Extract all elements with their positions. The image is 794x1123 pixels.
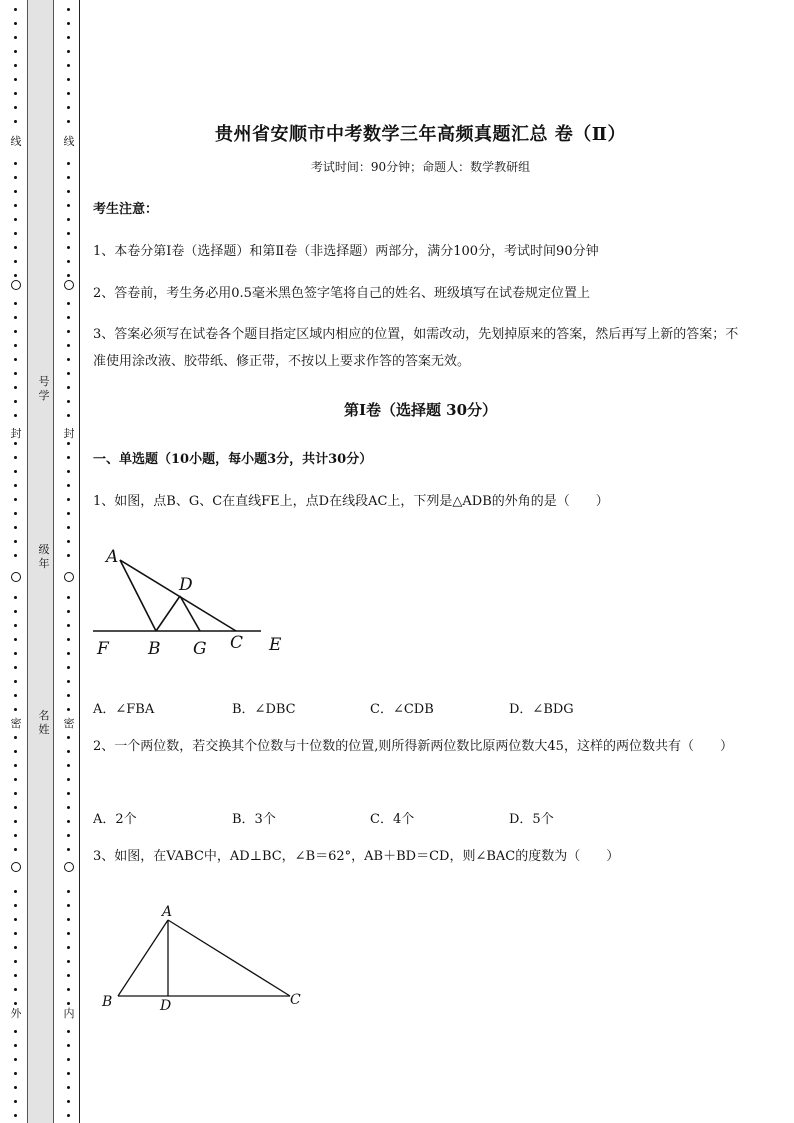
notice-heading: 考生注意： [93, 202, 159, 217]
margin-dot [67, 834, 70, 837]
margin-dot [14, 372, 17, 375]
option-c: C．4个 [370, 812, 415, 827]
segment-ac [168, 920, 290, 996]
margin-dot [67, 960, 70, 963]
margin-dot [14, 708, 17, 711]
margin-dot [14, 260, 17, 263]
margin-dot [67, 316, 70, 319]
margin-dot [67, 190, 70, 193]
margin-dot [67, 302, 70, 305]
margin-dot [14, 218, 17, 221]
margin-dot [14, 1072, 17, 1075]
notice-item-3: 3、答案必须写在试卷各个题目指定区域内相应的位置，如需改动，先划掉原来的答案，然后再写上新的答案；不准使用涂改液、胶带纸、修正带，不按以上要求作答的答案无效。 [93, 327, 739, 369]
margin-dot [14, 498, 17, 501]
margin-dot [14, 190, 17, 193]
margin-dot [14, 694, 17, 697]
margin-dot [67, 778, 70, 781]
margin-dot [67, 736, 70, 739]
margin-dot [67, 988, 70, 991]
question-3-figure [98, 900, 313, 1015]
option-b: B．3个 [232, 812, 276, 827]
segment-bd [156, 596, 180, 631]
margin-dot [67, 666, 70, 669]
margin-dot [67, 442, 70, 445]
class-label: 级 年 [38, 543, 50, 570]
margin-dot [14, 106, 17, 109]
margin-dot [14, 204, 17, 207]
margin-dot [67, 64, 70, 67]
margin-dot [14, 764, 17, 767]
margin-dot [67, 204, 70, 207]
margin-dot [14, 274, 17, 277]
margin-dot [67, 78, 70, 81]
margin-dot [67, 624, 70, 627]
margin-dot [67, 120, 70, 123]
segment-ab [118, 920, 168, 996]
margin-dot [67, 1030, 70, 1033]
margin-mark: 密 [10, 717, 22, 730]
margin-dot [14, 316, 17, 319]
margin-dot [14, 22, 17, 25]
margin-dot [14, 330, 17, 333]
notice-item-2: 2、答卷前，考生务必用0.5毫米黑色签字笔将自己的姓名、班级填写在试卷规定位置上 [93, 286, 590, 301]
binding-margin-inner [64, 0, 74, 1123]
margin-dot [67, 36, 70, 39]
margin-circle [64, 280, 74, 290]
question-1-stem: 1、如图，点B、G、C在直线FE上，点D在线段AC上，下列是△ADB的外角的是（ ） [93, 494, 609, 509]
margin-dot [14, 400, 17, 403]
margin-dot [14, 778, 17, 781]
margin-dot [14, 848, 17, 851]
margin-dot [14, 540, 17, 543]
label-g: G [193, 639, 207, 659]
label-d: D [160, 998, 172, 1014]
margin-dot [67, 1114, 70, 1117]
margin-dot [67, 554, 70, 557]
margin-dot [67, 1072, 70, 1075]
label-e: E [269, 635, 282, 655]
option-d: D．∠BDG [509, 702, 574, 717]
margin-dot [67, 610, 70, 613]
margin-dot [67, 484, 70, 487]
margin-dot [14, 246, 17, 249]
margin-dot [14, 470, 17, 473]
margin-divider-line [79, 0, 80, 1123]
name-label: 名 姓 [38, 709, 50, 736]
margin-dot [67, 764, 70, 767]
margin-dot [14, 610, 17, 613]
label-a: A [162, 904, 173, 920]
margin-dot [67, 540, 70, 543]
margin-dot [14, 946, 17, 949]
margin-dot [14, 680, 17, 683]
margin-dot [14, 932, 17, 935]
margin-dot [14, 120, 17, 123]
margin-dot [67, 260, 70, 263]
margin-dot [67, 694, 70, 697]
margin-dot [67, 470, 70, 473]
margin-dot [14, 50, 17, 53]
margin-dot [67, 890, 70, 893]
margin-circle [11, 862, 21, 872]
margin-dot [14, 652, 17, 655]
margin-dot [67, 456, 70, 459]
margin-mark: 线 [10, 135, 22, 148]
margin-dot [14, 624, 17, 627]
margin-dot [14, 36, 17, 39]
margin-circle [11, 572, 21, 582]
page-title: 贵州省安顺市中考数学三年高频真题汇总 卷（Ⅱ） [215, 124, 626, 145]
label-b: B [102, 994, 113, 1010]
margin-dot [67, 932, 70, 935]
margin-dot [14, 918, 17, 921]
margin-dot [14, 78, 17, 81]
margin-circle [11, 280, 21, 290]
margin-dot [67, 512, 70, 515]
margin-dot [14, 974, 17, 977]
margin-dot [14, 64, 17, 67]
margin-dot [14, 1030, 17, 1033]
margin-mark: 外 [10, 1007, 22, 1020]
margin-dot [67, 596, 70, 599]
margin-dot [14, 344, 17, 347]
option-d: D．5个 [509, 812, 554, 827]
margin-dot [67, 526, 70, 529]
margin-dot [14, 526, 17, 529]
margin-dot [67, 1058, 70, 1061]
margin-dot [14, 1100, 17, 1103]
margin-dot [14, 638, 17, 641]
margin-dot [14, 8, 17, 11]
margin-mark: 封 [63, 427, 75, 440]
margin-dot [67, 848, 70, 851]
margin-dot [67, 246, 70, 249]
margin-dot [14, 1114, 17, 1117]
margin-dot [14, 456, 17, 459]
margin-dot [14, 484, 17, 487]
notice-item-1: 1、本卷分第I卷（选择题）和第Ⅱ卷（非选择题）两部分，满分100分，考试时间90分钟 [93, 244, 599, 259]
question-1-figure [91, 540, 291, 665]
margin-dot [14, 750, 17, 753]
margin-dot [14, 162, 17, 165]
margin-dot [67, 1100, 70, 1103]
margin-dot [14, 820, 17, 823]
student-id-label: 号 学 [38, 375, 50, 402]
margin-dot [67, 1044, 70, 1047]
margin-dot [67, 330, 70, 333]
margin-dot [14, 386, 17, 389]
margin-dot [14, 1086, 17, 1089]
margin-dot [14, 232, 17, 235]
label-c: C [230, 633, 244, 653]
margin-dot [67, 918, 70, 921]
margin-dot [14, 806, 17, 809]
margin-dot [67, 792, 70, 795]
margin-dot [67, 358, 70, 361]
segment-dg [180, 596, 200, 631]
label-a: A [106, 547, 119, 567]
margin-dot [67, 904, 70, 907]
margin-dot [14, 988, 17, 991]
binding-margin-outer [11, 0, 21, 1123]
label-d: D [179, 575, 193, 595]
margin-dot [67, 946, 70, 949]
margin-dot [67, 274, 70, 277]
margin-dot [14, 302, 17, 305]
margin-dot [67, 22, 70, 25]
margin-dot [14, 554, 17, 557]
margin-dot [67, 218, 70, 221]
margin-mark: 内 [63, 1007, 75, 1020]
label-c: C [290, 992, 301, 1008]
part1-title: 第I卷（选择题 30分） [343, 401, 498, 419]
margin-dot [14, 512, 17, 515]
margin-dot [67, 1086, 70, 1089]
option-c: C．∠CDB [370, 702, 434, 717]
question-3-stem: 3、如图，在VABC中，AD⊥BC，∠B＝62°，AB＋BD＝CD，则∠BAC的度数为（ ） [93, 849, 620, 864]
margin-dot [67, 708, 70, 711]
margin-dot [67, 638, 70, 641]
margin-dot [67, 414, 70, 417]
option-a: A．∠FBA [93, 702, 155, 717]
label-f: F [97, 639, 109, 659]
label-b: B [148, 639, 161, 659]
margin-dot [14, 904, 17, 907]
margin-mark: 线 [63, 135, 75, 148]
margin-dot [67, 806, 70, 809]
margin-dot [67, 106, 70, 109]
margin-dot [14, 1058, 17, 1061]
margin-dot [14, 92, 17, 95]
margin-dot [14, 890, 17, 893]
margin-dot [14, 834, 17, 837]
margin-dot [67, 652, 70, 655]
margin-mark: 密 [63, 717, 75, 730]
margin-dot [14, 596, 17, 599]
margin-dot [67, 750, 70, 753]
section-heading: 一、单选题（10小题，每小题3分，共计30分） [93, 452, 373, 467]
margin-dot [14, 736, 17, 739]
margin-dot [67, 372, 70, 375]
page-subtitle: 考试时间：90分钟；命题人：数学教研组 [310, 160, 531, 174]
margin-dot [67, 820, 70, 823]
margin-dot [67, 50, 70, 53]
margin-dot [14, 358, 17, 361]
question-2-stem: 2、一个两位数，若交换其个位数与十位数的位置,则所得新两位数比原两位数大45，这样的两位数共有（ ） [93, 739, 733, 754]
margin-dot [67, 386, 70, 389]
margin-dot [67, 974, 70, 977]
margin-dot [67, 162, 70, 165]
margin-dot [14, 792, 17, 795]
margin-dot [67, 344, 70, 347]
margin-dot [67, 680, 70, 683]
margin-dot [14, 442, 17, 445]
margin-dot [67, 232, 70, 235]
margin-dot [67, 498, 70, 501]
margin-dot [67, 176, 70, 179]
margin-dot [14, 960, 17, 963]
margin-dot [67, 8, 70, 11]
margin-circle [64, 572, 74, 582]
margin-dot [14, 176, 17, 179]
option-b: B．∠DBC [232, 702, 296, 717]
margin-dot [14, 414, 17, 417]
margin-circle [64, 862, 74, 872]
margin-dot [14, 666, 17, 669]
margin-dot [14, 1044, 17, 1047]
margin-mark: 封 [10, 427, 22, 440]
margin-dot [67, 92, 70, 95]
margin-dot [67, 400, 70, 403]
option-a: A．2个 [93, 812, 137, 827]
